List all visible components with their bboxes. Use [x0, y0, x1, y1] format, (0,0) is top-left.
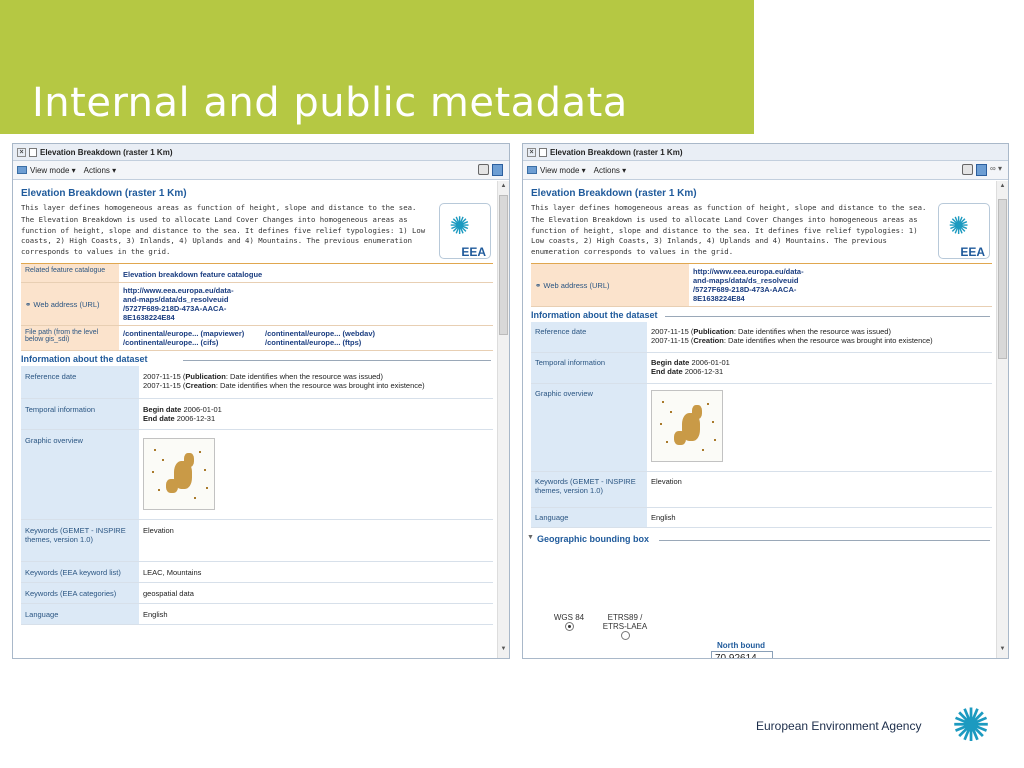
language-value: English	[647, 507, 992, 527]
print-icon[interactable]	[962, 164, 973, 175]
table-row	[531, 264, 992, 307]
view-mode-icon	[17, 166, 27, 174]
crs-radio-wgs84[interactable]	[565, 622, 574, 631]
scroll-down-icon[interactable]: ▼	[500, 646, 507, 652]
web-address-label: ⚭ Web address (URL)	[21, 283, 119, 326]
eea-logo-label: EEA	[461, 244, 486, 259]
reference-date-value: 2007-11-15 (Publication: Date identifies when the resource was issued) 2007-11-15 (Creation: Date identifies when the resource was brought into existence)	[139, 366, 493, 398]
temporal-label: Temporal information	[531, 352, 647, 383]
keywords-eea-list-label: Keywords (EEA keyword list)	[21, 561, 139, 582]
table-row	[21, 326, 493, 351]
table-row	[21, 366, 493, 398]
close-icon[interactable]: ×	[527, 148, 536, 157]
crs-option-wgs84[interactable]: WGS 84	[549, 613, 589, 633]
abstract	[21, 203, 493, 257]
eea-logo-icon: ✺	[949, 204, 969, 242]
graphic-overview-label: Graphic overview	[21, 429, 139, 519]
related-feature-label: Related feature catalogue	[21, 264, 119, 283]
eea-footer-logo-icon: ✺	[951, 698, 991, 752]
links-table	[531, 264, 992, 307]
scroll-down-icon[interactable]: ▼	[999, 646, 1006, 652]
collapse-caret-icon[interactable]: ▼	[527, 533, 534, 541]
table-row	[21, 561, 493, 582]
table-row	[531, 352, 992, 383]
reference-date-label: Reference date	[21, 366, 139, 398]
keywords-gemet-value: Elevation	[647, 471, 992, 507]
eea-logo	[439, 203, 491, 259]
keywords-gemet-value: Elevation	[139, 519, 493, 561]
file-path-link[interactable]: /continental/europe... (mapviewer)	[123, 329, 245, 339]
scroll-up-icon[interactable]: ▲	[500, 183, 507, 189]
panel-content	[13, 181, 497, 658]
table-row	[21, 283, 493, 326]
link-icon: ⚭	[25, 299, 34, 309]
table-row	[21, 398, 493, 429]
file-path-link[interactable]: /continental/europe... (webdav)	[265, 329, 376, 339]
eea-logo-label: EEA	[960, 244, 985, 259]
dataset-info-table	[531, 322, 992, 528]
keywords-gemet-label: Keywords (GEMET - INSPIRE themes, version 1.0)	[531, 471, 647, 507]
actions-menu[interactable]: Actions ▾	[593, 165, 627, 175]
europe-map-thumbnail[interactable]	[143, 438, 215, 510]
footer-org-name: European Environment Agency	[756, 719, 922, 733]
table-row	[531, 322, 992, 352]
document-icon	[29, 148, 37, 157]
file-path-link[interactable]: /continental/europe... (ftps)	[265, 338, 362, 348]
abstract-paragraph: This layer defines homogeneous areas as function of height, slope and distance to the sea.	[531, 203, 927, 212]
scroll-thumb[interactable]	[499, 195, 508, 335]
keywords-gemet-label: Keywords (GEMET - INSPIRE themes, version 1.0)	[21, 519, 139, 561]
panel-titlebar	[523, 144, 1008, 161]
vertical-scrollbar[interactable]	[497, 181, 509, 658]
title-banner	[0, 0, 754, 134]
panel-toolbar	[13, 161, 509, 180]
web-address-link[interactable]: http://www.eea.europa.eu/data- and-maps/data/ds_resolveuid /5727F689-218D-473A-AACA- 8E1638224E84	[119, 283, 493, 326]
language-label: Language	[21, 603, 139, 624]
links-table	[21, 264, 493, 351]
vertical-scrollbar[interactable]	[996, 181, 1008, 658]
web-address-link[interactable]: http://www.eea.europa.eu/data- and-maps/data/ds_resolveuid /5727F689-218D-473A-AACA- 8E1638224E84	[689, 264, 992, 307]
temporal-value: Begin date 2006-01-01 End date 2006-12-31	[647, 352, 992, 383]
temporal-value: Begin date 2006-01-01 End date 2006-12-31	[139, 398, 493, 429]
file-path-link[interactable]: /continental/europe... (cifs)	[123, 338, 219, 348]
europe-map-thumbnail[interactable]	[651, 390, 723, 462]
document-icon	[539, 148, 547, 157]
view-mode-icon	[527, 166, 537, 174]
close-icon[interactable]: ×	[17, 148, 26, 157]
table-row	[21, 603, 493, 624]
window-title: Elevation Breakdown (raster 1 Km)	[550, 147, 683, 157]
north-bound-input[interactable]	[711, 651, 773, 658]
related-feature-link[interactable]: Elevation breakdown feature catalogue	[123, 270, 263, 280]
eea-logo	[938, 203, 990, 259]
eea-logo-icon: ✺	[450, 204, 470, 242]
abstract-paragraph: This layer defines homogeneous areas as function of height, slope and distance to the sea.	[21, 203, 417, 212]
abstract-paragraph: The Elevation Breakdown is used to allocate Land Cover Changes into homogeneous areas as function of height, slope and distance to the sea. It defines five relief typologies: 1) Low coasts, 2) High Coasts, 3) Inlands, 4) Uplands and 4) Mountains. The previous enumeration corresponds to values in the grid.	[21, 215, 426, 256]
link-icon: ⚭	[535, 280, 544, 290]
crs-radio-etrs[interactable]	[621, 631, 630, 640]
view-mode-menu[interactable]: View mode ▾	[540, 165, 586, 175]
public-metadata-panel	[522, 143, 1009, 659]
language-value: English	[139, 603, 493, 624]
table-row	[21, 264, 493, 283]
abstract-paragraph: The Elevation Breakdown is used to allocate Land Cover Changes into homogeneous areas as function of height, slope and distance to the sea. It defines five relief typologies: 1) Low coasts, 2) High Coasts, 3) Inlands, 4) Uplands and 4) Mountains. The previous enumeration corresponds to values in the grid.	[531, 215, 918, 256]
scroll-thumb[interactable]	[998, 199, 1007, 359]
scroll-up-icon[interactable]: ▲	[999, 183, 1006, 189]
reference-date-label: Reference date	[531, 322, 647, 352]
crs-option-etrs[interactable]: ETRS89 / ETRS-LAEA	[599, 613, 651, 642]
metadata-heading: Elevation Breakdown (raster 1 Km)	[21, 188, 187, 199]
section-info-heading: Information about the dataset	[523, 307, 996, 322]
file-path-label: File path (from the level below gis_sdi)	[21, 326, 119, 351]
window-title: Elevation Breakdown (raster 1 Km)	[40, 147, 173, 157]
panel-toolbar	[523, 161, 1008, 180]
language-label: Language	[531, 507, 647, 527]
keywords-eea-categories-label: Keywords (EEA categories)	[21, 582, 139, 603]
table-row	[531, 383, 992, 471]
table-row	[21, 429, 493, 519]
reference-date-value: 2007-11-15 (Publication: Date identifies when the resource was issued) 2007-11-15 (Creation: Date identifies when the resource was brought into existence)	[647, 322, 992, 352]
section-info-heading: Information about the dataset	[13, 351, 497, 366]
internal-metadata-panel	[12, 143, 510, 659]
dataset-info-table	[21, 366, 493, 625]
export-icon[interactable]	[976, 164, 987, 176]
table-row	[531, 507, 992, 527]
panel-content	[523, 181, 996, 658]
abstract	[531, 203, 992, 257]
north-bound-label: North bound	[717, 641, 765, 650]
export-icon[interactable]	[492, 164, 503, 176]
panel-titlebar	[13, 144, 509, 161]
print-icon[interactable]	[478, 164, 489, 175]
view-mode-menu[interactable]: View mode ▾	[30, 165, 76, 175]
table-row	[21, 582, 493, 603]
link-menu-icon[interactable]: ∞ ▾	[990, 164, 1002, 173]
temporal-label: Temporal information	[21, 398, 139, 429]
geo-bbox-heading[interactable]: ▼ Geographic bounding box	[523, 528, 996, 548]
table-row	[21, 519, 493, 561]
metadata-heading: Elevation Breakdown (raster 1 Km)	[531, 188, 697, 199]
keywords-eea-categories-value: geospatial data	[139, 582, 493, 603]
graphic-overview-label: Graphic overview	[531, 383, 647, 471]
slide-title: Internal and public metadata	[32, 80, 628, 126]
table-row	[531, 471, 992, 507]
actions-menu[interactable]: Actions ▾	[83, 165, 117, 175]
keywords-eea-list-value: LEAC, Mountains	[139, 561, 493, 582]
web-address-label: ⚭ Web address (URL)	[531, 264, 689, 307]
